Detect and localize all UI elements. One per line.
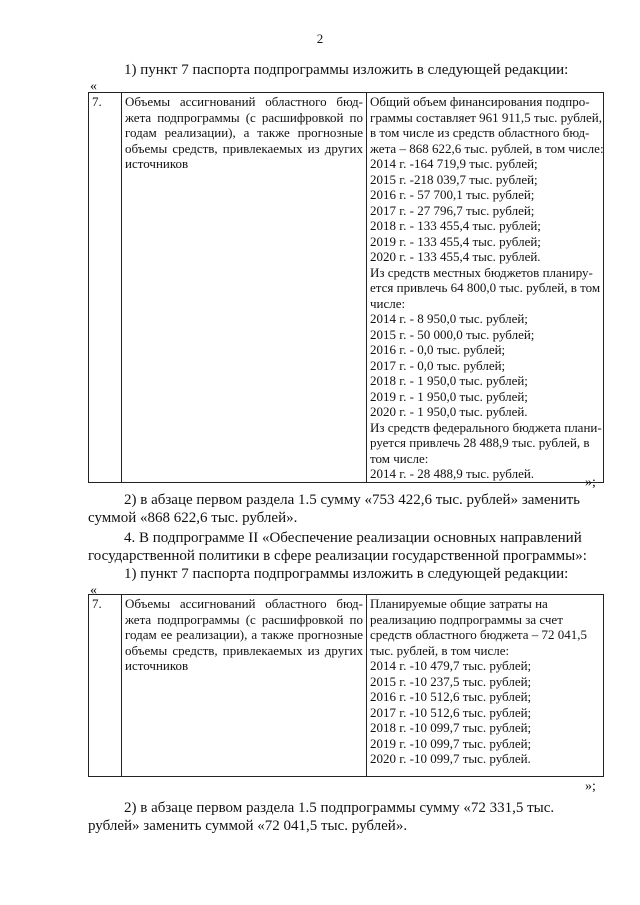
cell-line: 2020 г. - 133 455,4 тыс. рублей. <box>370 249 541 264</box>
cell-line: 2018 г. -10 099,7 тыс. рублей; <box>370 720 532 735</box>
cell-line: ется привлечь 64 800,0 тыс. рублей, в том <box>370 280 601 295</box>
cell-line: источников <box>125 658 189 673</box>
paragraph-2-line-2: суммой «868 622,6 тыс. рублей». <box>88 510 298 526</box>
cell-line: 2019 г. -10 099,7 тыс. рублей; <box>370 735 532 751</box>
cell-line: объемы средств, привлекаемых из других <box>125 642 363 658</box>
cell-line: 2015 г. -218 039,7 тыс. рублей; <box>370 171 538 187</box>
block1-close-quote: »; <box>585 475 596 490</box>
cell-line: 2017 г. - 0,0 тыс. рублей; <box>370 357 506 373</box>
row-description <box>122 93 367 483</box>
table-row <box>89 93 604 483</box>
cell-line: 2014 г. -10 479,7 тыс. рублей; <box>370 658 532 673</box>
page-number: 2 <box>316 31 324 46</box>
cell-line: 2016 г. - 57 700,1 тыс. рублей; <box>370 187 535 202</box>
cell-line: руется привлечь 28 488,9 тыс. рублей, в <box>370 435 590 450</box>
block2-close-quote: »; <box>585 779 596 794</box>
cell-line: 2017 г. -10 512,6 тыс. рублей; <box>370 704 532 720</box>
row-description <box>122 595 367 777</box>
cell-line: жета – 868 622,6 тыс. рублей, в том числе: <box>370 140 604 156</box>
row-value <box>367 595 604 777</box>
cell-line: в том числе из средств областного бюд- <box>370 125 590 140</box>
cell-line: 2017 г. - 27 796,7 тыс. рублей; <box>370 202 535 218</box>
passport-table-2 <box>88 594 604 777</box>
cell-line: реализацию подпрограммы за счет <box>370 611 563 627</box>
cell-line: Общий объем финансирования подпро- <box>370 94 590 109</box>
cell-line: 2019 г. - 133 455,4 тыс. рублей; <box>370 233 541 249</box>
cell-line: 2016 г. -10 512,6 тыс. рублей; <box>370 689 532 704</box>
cell-line: 2015 г. - 50 000,0 тыс. рублей; <box>370 326 535 342</box>
cell-line: жета подпрограммы (с расшифровкой по <box>125 611 363 627</box>
cell-line: Планируемые общие затраты на <box>370 596 548 611</box>
row-number: 7. <box>89 93 122 483</box>
passport-table-1 <box>88 92 604 483</box>
cell-line: тыс. рублей, в том числе: <box>370 642 510 658</box>
block1-intro: 1) пункт 7 паспорта подпрограммы изложить в следующей редакции: <box>124 62 569 78</box>
cell-line: жета подпрограммы (с расшифровкой по <box>125 109 363 125</box>
cell-line: 2018 г. - 1 950,0 тыс. рублей; <box>370 373 528 388</box>
cell-line: 2020 г. - 1 950,0 тыс. рублей. <box>370 404 528 419</box>
paragraph-4-line-1: 4. В подпрограмме II «Обеспечение реализации основных направлений <box>124 530 582 546</box>
cell-line: 2018 г. - 133 455,4 тыс. рублей; <box>370 218 541 233</box>
cell-line: средств областного бюджета – 72 041,5 <box>370 627 588 642</box>
row-value <box>367 93 604 483</box>
cell-line: 2014 г. -164 719,9 тыс. рублей; <box>370 156 538 171</box>
cell-line: 2019 г. - 1 950,0 тыс. рублей; <box>370 388 528 404</box>
paragraph-final-line-2: рублей» заменить суммой «72 041,5 тыс. рублей». <box>88 818 408 834</box>
cell-line: источников <box>125 156 189 171</box>
cell-line: объемы средств, привлекаемых из других <box>125 140 363 156</box>
paragraph-final-line-1: 2) в абзаце первом раздела 1.5 подпрограммы сумму «72 331,5 тыс. <box>124 800 555 816</box>
cell-line: том числе: <box>370 450 429 466</box>
cell-line: Из средств местных бюджетов планиру- <box>370 264 593 280</box>
block1-open-quote: « <box>90 79 97 94</box>
cell-line: 2014 г. - 8 950,0 тыс. рублей; <box>370 311 528 326</box>
paragraph-2-line-1: 2) в абзаце первом раздела 1.5 сумму «753 422,6 тыс. рублей» заменить <box>124 492 581 508</box>
cell-line: годам реализации), а также прогнозные <box>125 125 363 140</box>
cell-line: граммы составляет 961 911,5 тыс. рублей, <box>370 109 603 125</box>
cell-line: 2015 г. -10 237,5 тыс. рублей; <box>370 673 532 689</box>
cell-line: 2016 г. - 0,0 тыс. рублей; <box>370 342 506 357</box>
table-row <box>89 595 604 777</box>
cell-line: 2014 г. - 28 488,9 тыс. рублей. <box>370 466 535 481</box>
row-number: 7. <box>89 595 122 777</box>
cell-line: Из средств федерального бюджета плани- <box>370 419 602 435</box>
cell-line: числе: <box>370 295 406 311</box>
block2-open-quote: « <box>90 583 97 598</box>
cell-line: 2020 г. -10 099,7 тыс. рублей. <box>370 751 531 766</box>
paragraph-4-line-2: государственной политики в сфере реализации государственной программы»: <box>88 548 587 564</box>
cell-line: Объемы ассигнований областного бюд- <box>125 94 363 109</box>
paragraph-4-item-1: 1) пункт 7 паспорта подпрограммы изложить в следующей редакции: <box>124 566 569 582</box>
cell-line: годам ее реализации), а также прогнозные <box>125 627 363 642</box>
cell-line: Объемы ассигнований областного бюд- <box>125 596 363 611</box>
